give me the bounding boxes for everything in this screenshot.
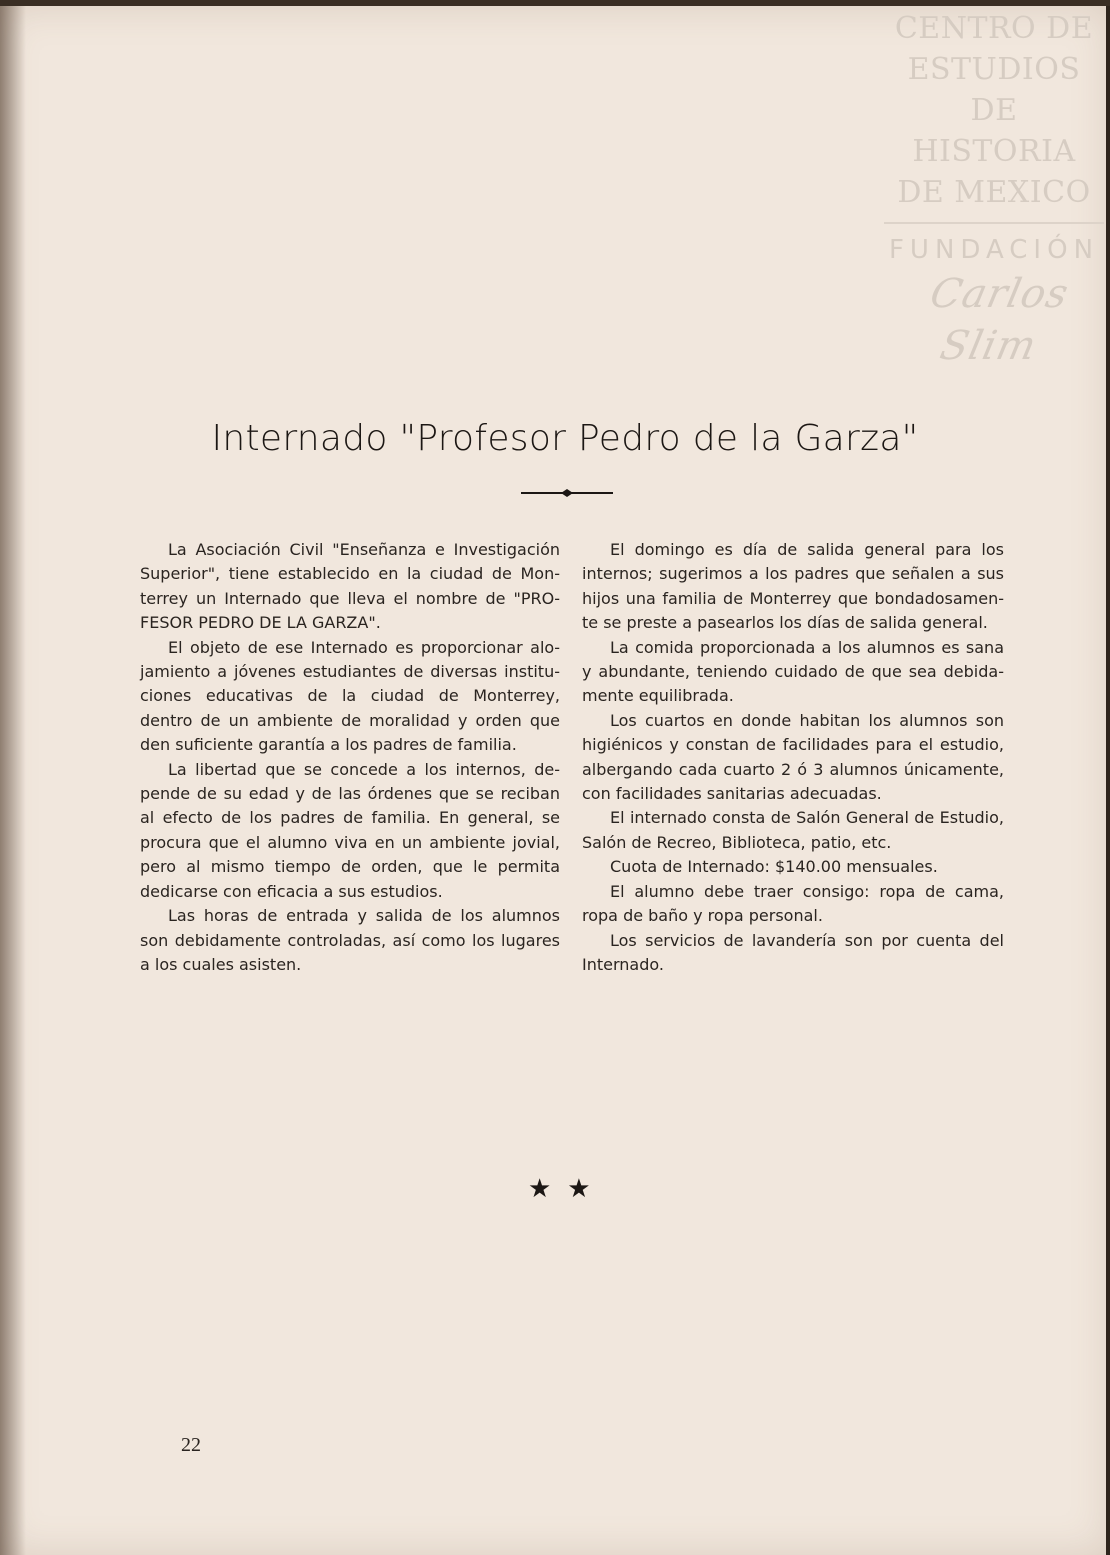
- watermark: [884, 8, 1104, 372]
- title-ornament: [521, 486, 613, 500]
- paragraph: El objeto de ese Internado es proporcionar alojamiento a jóvenes estudiantes de diversas instituciones educativas de la ciudad de Monterrey, dentro de un ambiente de moralidad y orden que den suficiente garantía a los padres de familia.: [140, 637, 560, 755]
- paragraph: La libertad que se concede a los internos, depende de su edad y de las órdenes que se reciban al efecto de los padres de familia. En general, se procura que el alumno viva en un ambiente jovial, pero al mismo tiempo de orden, que le permita dedicarse con eficacia a sus estudios.: [140, 759, 560, 901]
- paragraph: Los cuartos en donde habitan los alumnos son higiénicos y constan de facilidades para el estudio, albergando cada cuarto 2 ó 3 alumnos únicamente, con facilidades sanitarias adecuadas.: [582, 710, 1004, 804]
- paragraph: El domingo es día de salida general para los internos; sugerimos a los padres que señalen a sus hijos una familia de Monterrey que bondadosamente se preste a pasearlos los días de salida general.: [582, 540, 1004, 633]
- watermark-line: CENTRO DE: [894, 11, 1094, 46]
- right-column: [582, 538, 1004, 977]
- paragraph: Las horas de entrada y salida de los alumnos son debidamente controladas, así como los lugares a los cuales asisten.: [140, 906, 560, 974]
- left-column: [140, 538, 560, 977]
- page-edge: [1106, 6, 1110, 1555]
- star-ornament: ★★: [528, 1174, 607, 1204]
- watermark-signature: Carlos Slim: [926, 271, 1073, 369]
- paragraph: Cuota de Internado: $140.00 mensuales.: [610, 857, 938, 877]
- page-title: Internado "Profesor Pedro de la Garza": [211, 418, 919, 459]
- page-number: 22: [181, 1434, 201, 1456]
- watermark-line: ESTUDIOS: [907, 52, 1081, 87]
- paragraph: El internado consta de Salón General de Estudio, Salón de Recreo, Biblioteca, patio, etc.: [582, 808, 1004, 852]
- spine-shadow: [0, 6, 26, 1555]
- watermark-fundacion: FUNDACIÓN: [888, 235, 1100, 265]
- paragraph: El alumno debe traer consigo: ropa de cama, ropa de baño y ropa personal.: [582, 881, 1004, 926]
- document-page: [0, 6, 1110, 1555]
- watermark-divider: [884, 222, 1104, 224]
- paragraph: Los servicios de lavandería son por cuenta del Internado.: [582, 930, 1004, 974]
- paragraph: La comida proporcionada a los alumnos es sana y abundante, teniendo cuidado de que sea debidamente equilibrada.: [582, 637, 1004, 706]
- watermark-line: DE MEXICO: [897, 175, 1091, 210]
- watermark-line: DE HISTORIA: [912, 93, 1076, 169]
- paragraph: La Asociación Civil "Enseñanza e Investigación Superior", tiene establecido en la ciudad de Monterrey un Internado que lleva el nombre de "PROFESOR PEDRO DE LA GARZA".: [140, 540, 560, 633]
